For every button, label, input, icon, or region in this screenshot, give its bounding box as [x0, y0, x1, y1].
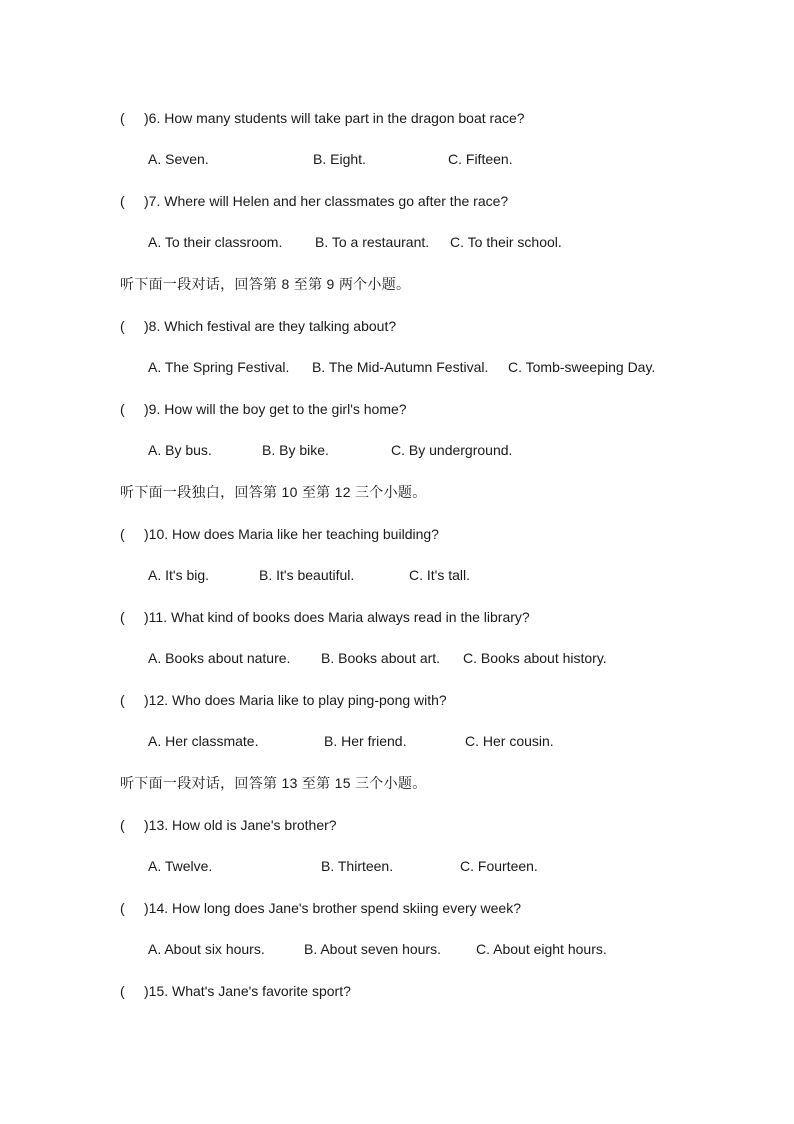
answer-option: C. To their school. [450, 234, 562, 250]
answer-option: A. Books about nature. [148, 650, 291, 666]
answer-bracket: ( [120, 900, 125, 916]
answer-bracket: ( [120, 193, 125, 209]
answer-bracket: ( [120, 526, 125, 542]
answer-option: A. The Spring Festival. [148, 359, 290, 375]
answer-bracket: ( [120, 401, 125, 417]
question-text: )9. How will the boy get to the girl's home? [144, 401, 407, 417]
answer-option: C. Tomb-sweeping Day. [508, 359, 656, 375]
answer-option: B. To a restaurant. [315, 234, 430, 250]
answer-option: A. About six hours. [148, 941, 265, 957]
section-instruction: 听下面一段对话，回答第 8 至第 9 两个小题。 [120, 276, 411, 292]
answer-option: A. By bus. [148, 442, 212, 458]
answer-bracket: ( [120, 318, 125, 334]
answer-option: B. Her friend. [324, 733, 407, 749]
section-instruction: 听下面一段独白，回答第 10 至第 12 三个小题。 [120, 484, 427, 500]
question-text: )7. Where will Helen and her classmates go after the race? [144, 193, 509, 209]
answer-option: B. Thirteen. [321, 858, 394, 874]
answer-bracket: ( [120, 817, 125, 833]
question-text: )14. How long does Jane's brother spend skiing every week? [144, 900, 521, 916]
answer-option: C. Her cousin. [465, 733, 554, 749]
answer-bracket: ( [120, 983, 125, 999]
answer-option: C. About eight hours. [476, 941, 607, 957]
answer-option: B. Books about art. [321, 650, 441, 666]
answer-option: B. About seven hours. [304, 941, 441, 957]
answer-option: C. By underground. [391, 442, 513, 458]
answer-option: A. Seven. [148, 151, 209, 167]
answer-option: B. The Mid-Autumn Festival. [312, 359, 489, 375]
question-text: )6. How many students will take part in the dragon boat race? [144, 110, 525, 126]
question-text: )10. How does Maria like her teaching building? [144, 526, 439, 542]
answer-option: A. Twelve. [148, 858, 213, 874]
question-text: )11. What kind of books does Maria always read in the library? [144, 609, 530, 625]
answer-option: B. It's beautiful. [259, 567, 355, 583]
answer-option: C. Fourteen. [460, 858, 538, 874]
answer-option: C. Fifteen. [448, 151, 513, 167]
answer-option: B. By bike. [262, 442, 329, 458]
answer-bracket: ( [120, 609, 125, 625]
question-text: )15. What's Jane's favorite sport? [144, 983, 351, 999]
answer-option: C. Books about history. [463, 650, 607, 666]
answer-option: C. It's tall. [409, 567, 471, 583]
question-text: )12. Who does Maria like to play ping-pong with? [144, 692, 447, 708]
section-instruction: 听下面一段对话，回答第 13 至第 15 三个小题。 [120, 775, 427, 791]
question-text: )8. Which festival are they talking about? [144, 318, 397, 334]
answer-option: A. Her classmate. [148, 733, 259, 749]
answer-option: A. To their classroom. [148, 234, 283, 250]
answer-bracket: ( [120, 110, 125, 126]
question-text: )13. How old is Jane's brother? [144, 817, 337, 833]
answer-option: B. Eight. [313, 151, 366, 167]
answer-option: A. It's big. [148, 567, 210, 583]
answer-bracket: ( [120, 692, 125, 708]
